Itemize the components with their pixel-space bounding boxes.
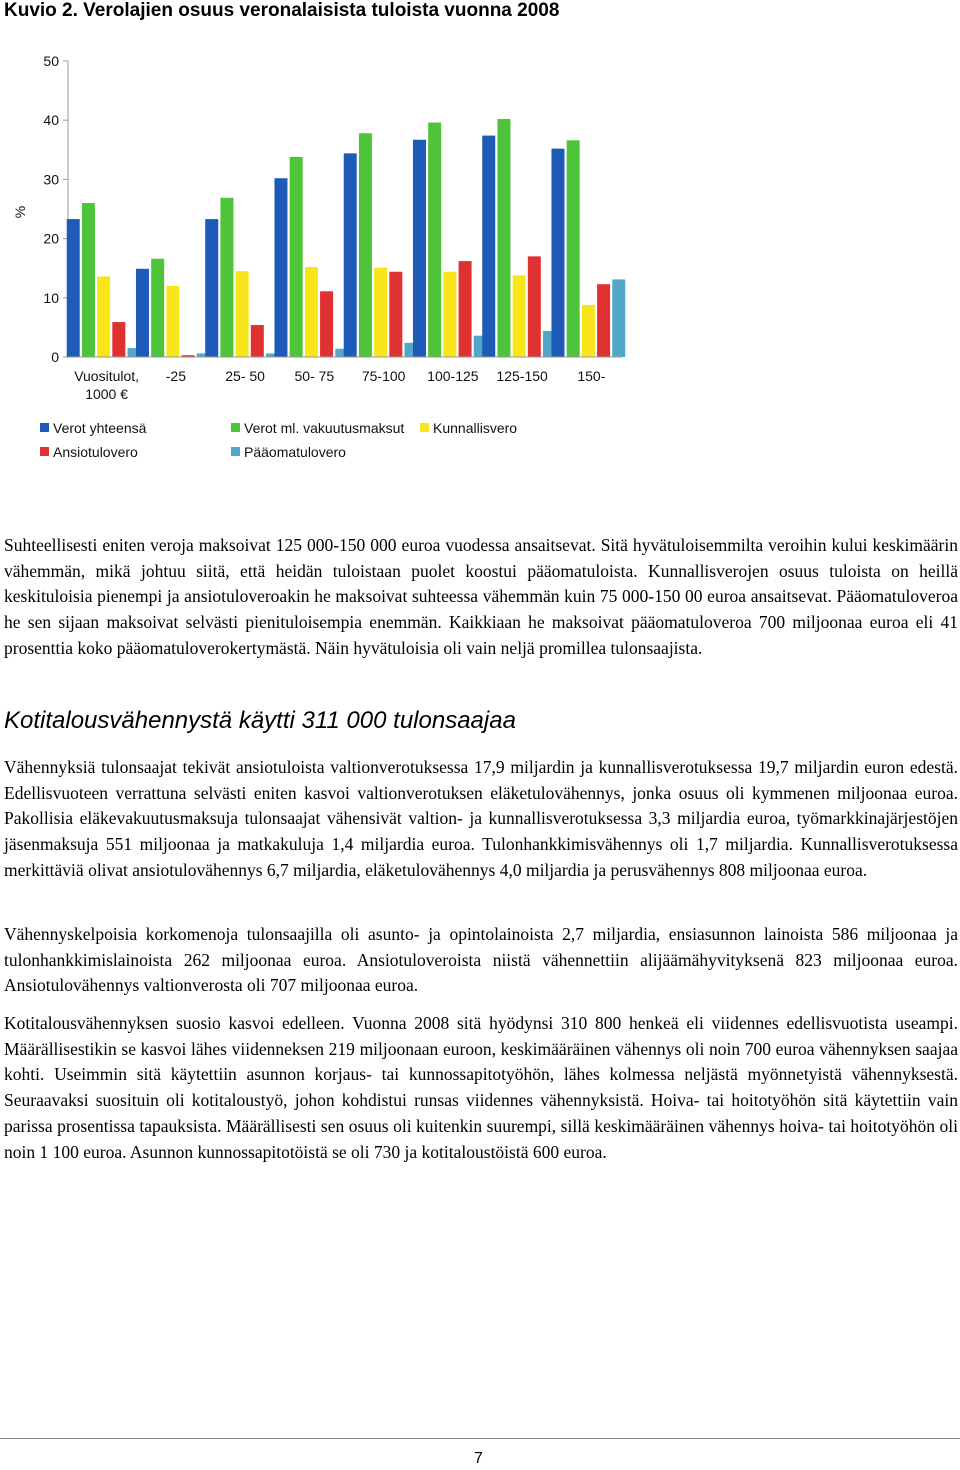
bar — [274, 178, 287, 357]
bar — [389, 272, 402, 357]
y-tick-label: 10 — [43, 289, 59, 306]
chart-bars — [67, 119, 626, 357]
y-axis — [12, 53, 68, 365]
figure-title: Kuvio 2. Verolajien osuus veronalaisista tuloista vuonna 2008 — [4, 0, 560, 21]
bar — [567, 140, 580, 357]
legend-swatch — [40, 447, 49, 456]
bar — [413, 140, 426, 357]
x-tick-label: 100-125 — [427, 368, 479, 384]
bar — [305, 267, 318, 357]
bar — [597, 284, 610, 357]
x-tick-label: 1000 € — [85, 386, 129, 402]
x-tick-label: 50- 75 — [294, 368, 335, 384]
paragraph-2: Vähennyksiä tulonsaajat tekivät ansiotuloista valtionverotuksessa 17,9 miljardin ja kunnallisverotuksessa 19,7 miljardin euron edestä. Edellisvuoteen verrattuna selvästi eniten kasvoi valtionverotuksen eläketulovähennys, jonka osuus oli kymmenen miljoonaa euroa. Pakollisia eläkevakuutusmaksuja tulonsaajat vähensivät valtion- ja kunnallisverotuksessa 3,3 miljardia euroa, työmarkkinajärjestöjen jäsenmaksuja 551 miljoonaa ja matkakuluja 1,4 miljardia euroa. Tulonhankkimisvähennys oli 1,7 miljardia. Kunnallisverotuksessa merkittäviä olivat ansiotulovähennys 6,7 miljardia, eläketulovähennys 4,0 miljardia ja perusvähennys 808 miljoonaa euroa. — [4, 757, 958, 880]
bar — [166, 286, 179, 357]
y-tick-label: 0 — [51, 349, 59, 365]
bar — [320, 291, 333, 357]
legend-swatch — [231, 423, 240, 432]
x-tick-label: 150- — [577, 368, 606, 384]
y-axis-label: % — [12, 205, 28, 219]
bar — [513, 275, 526, 357]
legend-swatch — [40, 423, 49, 432]
bar — [497, 119, 510, 357]
paragraph-1: Suhteellisesti eniten veroja maksoivat 125 000-150 000 euroa vuodessa ansaitsevat. Sitä hyvätuloisemmilta veroihin kului keskimäärin vähemmän, mikä johtuu siitä, että heidän tuloistaan puolet koostui pääomatuloista. Kunnallisverojen osuus tuloista on heillä keskituloisia pienempi ja ansiotuloveroakin he maksoivat suhteessa vähemmän kuin 75 000-150 00 euroa ansaitsevat. Pääomatuloveroa he sen sijaan maksoivat selvästi pienituloisempia enemmän. Kaikkiaan he maksoivat pääomatuloveroa 700 miljoonaa euroa eli 41 prosenttia koko pääomatuloverokertymästä. Näin hyvätuloisia oli vain neljä promillea tulonsaajista. — [4, 535, 958, 658]
y-tick-label: 20 — [43, 230, 59, 247]
page-number: 7 — [474, 1450, 483, 1467]
bar — [97, 276, 110, 357]
paragraph-4: Kotitalousvähennyksen suosio kasvoi edelleen. Vuonna 2008 sitä hyödynsi 310 800 henkeä eli viidennes edellisvuotista useampi. Määrällisestikin se kasvoi lähes viidenneksen 219 miljoonaan euroon, keskimääräinen vähennys oli noin 700 euroa vähennyksen saajaa kohti. Useimmin sitä käytettiin asunnon korjaus- tai kunnossapitotyöhön, lähes kolmessa neljästä myönnetyistä vähennyksestä. Seuraavaksi suosituin oli kotitaloustyö, johon kohdistui runsas viidennes vähennyksistä. Hoiva- tai hoitotyöhön sitä käytettiin vain parissa prosentissa tapauksista. Määrällisesti sen osuus oli kuitenkin suurempi, sillä keskimääräinen vähennys hoiva- tai hoitotyöhön oli noin 1 100 euroa. Asunnon kunnossapitotöistä se oli 730 ja kotitaloustöistä 600 euroa. — [4, 1013, 958, 1162]
bar — [151, 259, 164, 357]
legend-label: Verot yhteensä — [53, 420, 147, 436]
bar — [344, 153, 357, 357]
bar — [428, 123, 441, 357]
legend-label: Verot ml. vakuutusmaksut — [244, 420, 405, 436]
section-heading: Kotitalousvähennystä käytti 311 000 tulonsaajaa — [4, 707, 516, 734]
chart-legend — [40, 420, 517, 460]
bar — [251, 325, 264, 357]
x-tick-label: -25 — [165, 368, 186, 384]
legend-swatch — [420, 423, 429, 432]
bar — [443, 272, 456, 357]
x-tick-label: 75-100 — [361, 368, 406, 384]
paragraph-3: Vähennyskelpoisia korkomenoja tulonsaajilla oli asunto- ja opintolainoista 2,7 miljardia, ensiasunnon lainoista 586 miljoonaa ja tulonhankkimislainoista 262 miljoonaa euroa. Ansiotuloveroista niistä vähennettiin alijäämähyvityksenä 823 miljoonaa euroa. Ansiotulovähennys valtionverosta oli 707 miljoonaa euroa. — [4, 924, 958, 996]
bar — [582, 305, 595, 357]
bar — [67, 219, 80, 357]
bar — [220, 198, 233, 357]
x-tick-label: Vuositulot, — [74, 368, 140, 384]
bar — [236, 271, 249, 357]
y-tick-label: 30 — [43, 171, 59, 188]
bar — [82, 203, 95, 357]
bar — [528, 256, 541, 357]
bar — [551, 149, 564, 357]
bar — [459, 261, 472, 357]
bar — [359, 133, 372, 357]
bar — [290, 157, 303, 357]
footer-divider — [0, 1438, 960, 1439]
bar — [482, 136, 495, 357]
bar — [205, 219, 218, 357]
bar — [112, 322, 125, 357]
x-axis — [68, 357, 622, 402]
x-tick-label: 125-150 — [496, 368, 548, 384]
x-tick-label: 25- 50 — [225, 368, 265, 384]
bar — [374, 268, 387, 357]
y-tick-label: 40 — [43, 112, 59, 129]
tax-share-bar-chart — [0, 30, 960, 500]
bar — [612, 279, 625, 357]
y-tick-label: 50 — [43, 53, 59, 69]
legend-swatch — [231, 447, 240, 456]
legend-label: Pääomatulovero — [244, 444, 346, 460]
legend-label: Ansiotulovero — [53, 444, 138, 460]
bar — [136, 269, 149, 357]
legend-label: Kunnallisvero — [433, 420, 518, 436]
